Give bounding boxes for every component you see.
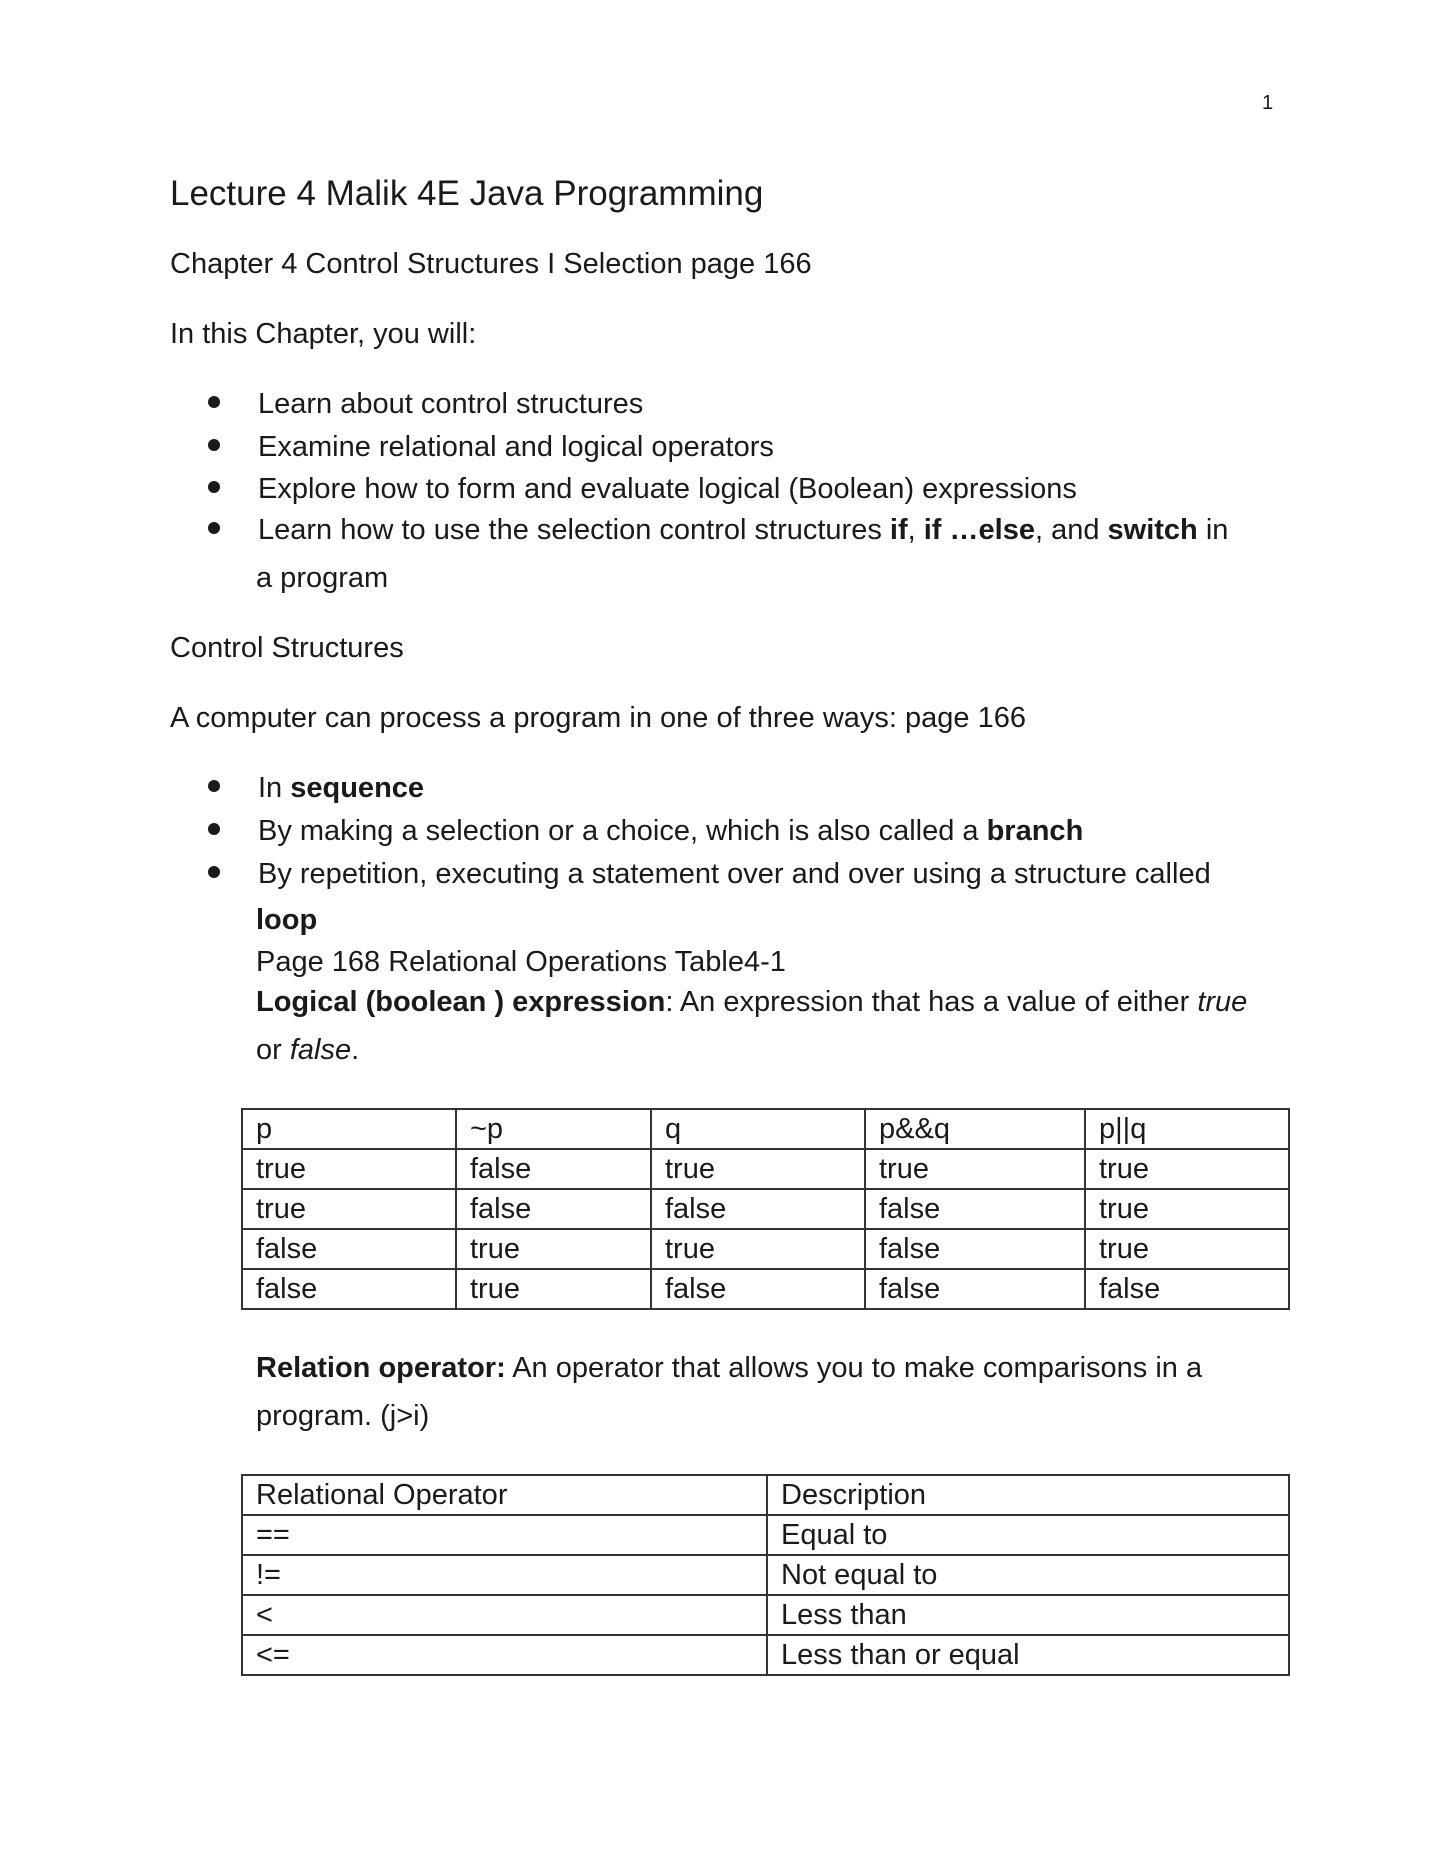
table-row (242, 1269, 1289, 1309)
table-cell: p||q (1085, 1109, 1289, 1149)
lecture-title: Lecture 4 Malik 4E Java Programming (170, 174, 764, 213)
table-cell: ~p (456, 1109, 651, 1149)
table-cell: true (242, 1149, 456, 1189)
keyword-if-else: if …else (923, 514, 1035, 546)
bullet-icon (208, 823, 220, 835)
table-row (242, 1189, 1289, 1229)
table-cell: q (651, 1109, 865, 1149)
chapter-line: Chapter 4 Control Structures I Selection page 166 (170, 248, 812, 280)
table-cell: false (1085, 1269, 1289, 1309)
table-cell: Not equal to (767, 1555, 1289, 1595)
table-cell: != (242, 1555, 767, 1595)
table-row (242, 1229, 1289, 1269)
table-cell: == (242, 1515, 767, 1555)
table-header-row (242, 1109, 1289, 1149)
table-cell: false (456, 1149, 651, 1189)
objective-item: Examine relational and logical operators (208, 431, 774, 464)
table-cell: false (651, 1269, 865, 1309)
keyword-if: if (889, 514, 908, 546)
keyword-switch: switch (1107, 514, 1198, 546)
way-item: In sequence (208, 772, 424, 805)
logical-definition-continuation: or false. (256, 1034, 360, 1066)
table-cell: true (1085, 1229, 1289, 1269)
table-cell: false (865, 1229, 1085, 1269)
table-cell: false (865, 1269, 1085, 1309)
objective-item: Learn how to use the selection control structures if, if …else, and switch in (208, 514, 1228, 547)
bullet-icon (208, 481, 220, 493)
way-item: By repetition, executing a statement over and over using a structure called (208, 858, 1211, 891)
table-cell: p&&q (865, 1109, 1085, 1149)
page-number: 1 (1262, 92, 1274, 114)
bullet-icon (208, 396, 220, 408)
table-cell: true (651, 1229, 865, 1269)
relational-operator-table (241, 1474, 1290, 1676)
table-row (242, 1595, 1289, 1635)
table-cell: true (456, 1229, 651, 1269)
loop-term: loop (256, 904, 318, 936)
table-cell: Less than (767, 1595, 1289, 1635)
table-header-row (242, 1475, 1289, 1515)
table-cell: Equal to (767, 1515, 1289, 1555)
table-row (242, 1515, 1289, 1555)
table-cell: Less than or equal (767, 1635, 1289, 1675)
table-cell: false (456, 1189, 651, 1229)
table-cell: p (242, 1109, 456, 1149)
table-cell: Description (767, 1475, 1289, 1515)
table-cell: <= (242, 1635, 767, 1675)
bullet-icon (208, 522, 220, 534)
table-cell: true (456, 1269, 651, 1309)
chapter-intro: In this Chapter, you will: (170, 318, 477, 350)
table-cell: true (651, 1149, 865, 1189)
table-cell: false (242, 1229, 456, 1269)
truth-table (241, 1108, 1290, 1310)
table-cell: true (865, 1149, 1085, 1189)
bullet-icon (208, 866, 220, 878)
ways-intro: A computer can process a program in one of three ways: page 166 (170, 702, 1026, 734)
objective-item: Explore how to form and evaluate logical (Boolean) expressions (208, 473, 1077, 506)
table-row (242, 1555, 1289, 1595)
relation-definition-continuation: program. (j>i) (256, 1400, 430, 1432)
bullet-icon (208, 780, 220, 792)
table-cell: false (242, 1269, 456, 1309)
table-reference: Page 168 Relational Operations Table4-1 (256, 946, 786, 978)
section-heading: Control Structures (170, 632, 404, 664)
bullet-icon (208, 439, 220, 451)
table-row (242, 1635, 1289, 1675)
table-cell: true (1085, 1149, 1289, 1189)
logical-definition: Logical (boolean ) expression: An expression that has a value of either true (256, 986, 1248, 1018)
table-row (242, 1149, 1289, 1189)
table-cell: false (651, 1189, 865, 1229)
table-cell: false (865, 1189, 1085, 1229)
objective-continuation: a program (256, 562, 389, 594)
table-cell: Relational Operator (242, 1475, 767, 1515)
table-cell: < (242, 1595, 767, 1635)
way-item: By making a selection or a choice, which is also called a branch (208, 815, 1083, 848)
objective-item: Learn about control structures (208, 388, 643, 421)
table-cell: true (242, 1189, 456, 1229)
table-cell: true (1085, 1189, 1289, 1229)
relation-definition: Relation operator: An operator that allows you to make comparisons in a (256, 1352, 1203, 1384)
